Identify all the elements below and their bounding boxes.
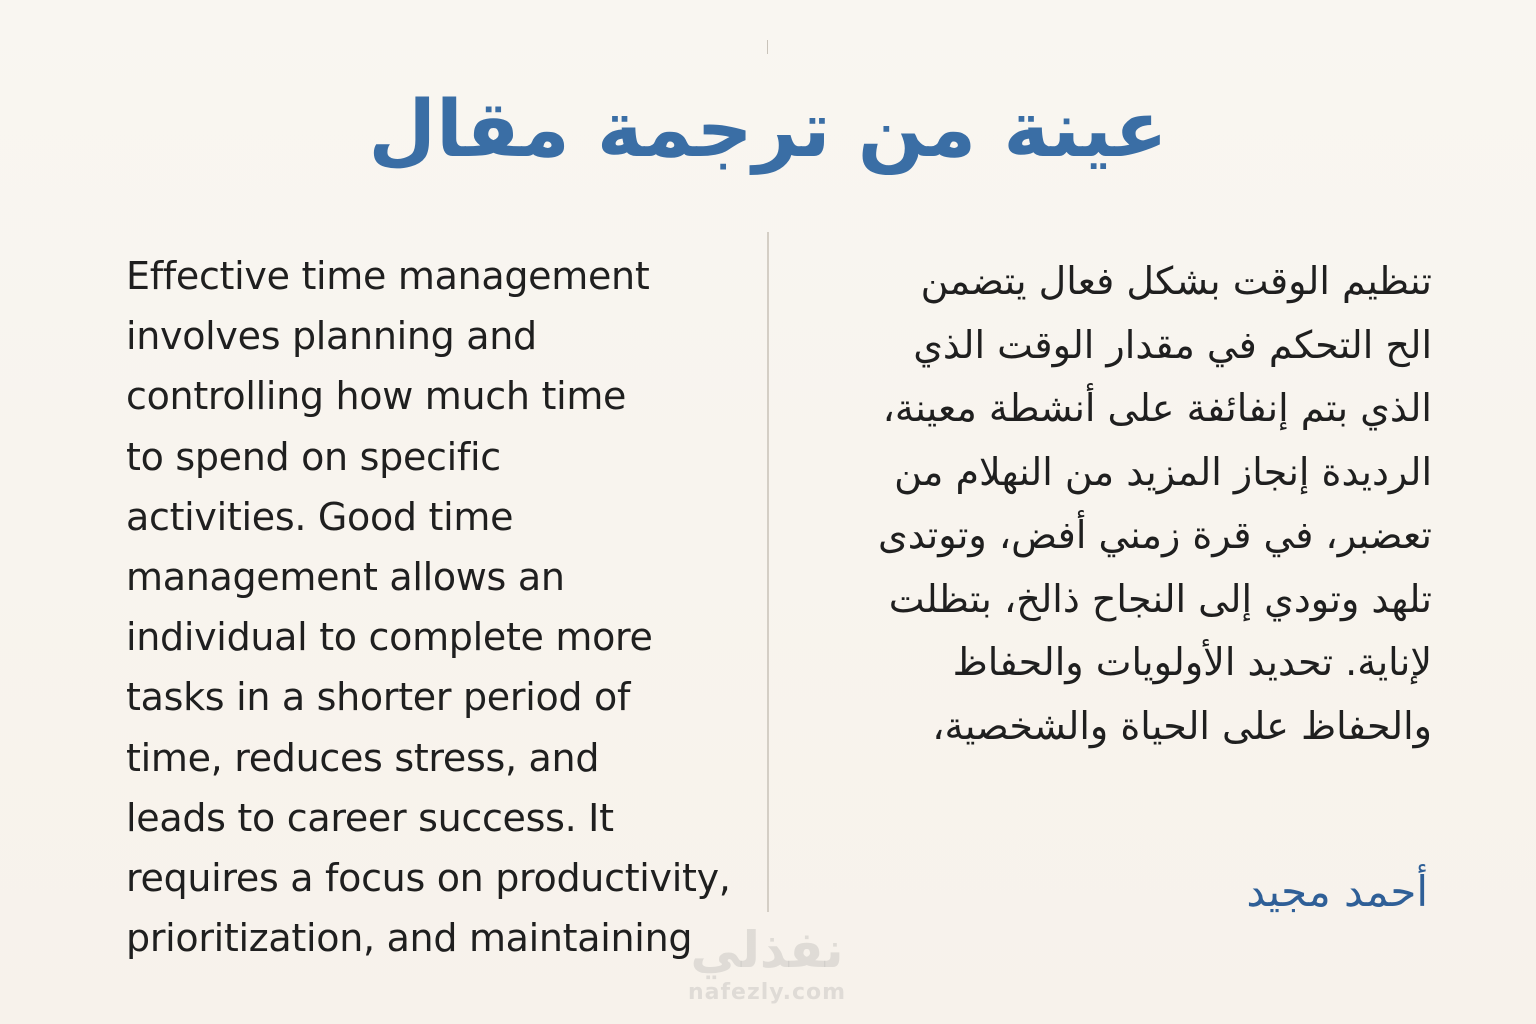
arabic-line: الرديدة إنجاز المزيد من النهلام من <box>894 449 1432 494</box>
arabic-line: تنظيم الوقت بشكل فعال يتضمن <box>920 259 1432 303</box>
arabic-text-column <box>792 250 1432 758</box>
english-line: leads to career success. It <box>126 795 614 840</box>
column-divider <box>767 232 769 912</box>
english-line: management allows an <box>126 555 565 600</box>
english-line: prioritization, and maintaining <box>126 916 693 961</box>
english-text-column <box>126 246 766 968</box>
arabic-line: الح التحكم في مقدار الوقت الذي <box>913 322 1432 367</box>
arabic-line: والحفاظ على الحياة والشخصية، <box>932 703 1432 748</box>
watermark-logo <box>672 920 862 1006</box>
english-line: tasks in a shorter period of <box>126 675 631 720</box>
arabic-line: لإناية. تحديد الأولويات والحفاظ <box>952 640 1432 684</box>
english-line: Effective time management <box>126 254 650 298</box>
english-line: requires a focus on productivity, <box>126 856 731 901</box>
author-name: أحمد مجيد <box>1246 867 1428 916</box>
english-line: involves planning and <box>126 314 537 359</box>
english-line: activities. Good time <box>126 494 514 539</box>
page-title: عينة من ترجمة مقال <box>368 85 1168 175</box>
top-divider-tick <box>767 40 768 54</box>
watermark-arabic: نفذلي <box>690 921 844 979</box>
watermark-url: nafezly.com <box>687 980 847 1005</box>
arabic-line: تلهد وتودي إلى النجاح ذالخ، بتظلت <box>888 576 1432 621</box>
english-line: individual to complete more <box>126 615 653 660</box>
arabic-line: الذي بتم إنفائفة على أنشطة معينة، <box>882 386 1432 430</box>
english-line: time, reduces stress, and <box>126 735 600 780</box>
english-line: to spend on specific <box>126 434 501 479</box>
arabic-line: تعضبر، في قرة زمني أفض، وتوتدى <box>877 513 1432 557</box>
english-line: controlling how much time <box>126 374 627 419</box>
